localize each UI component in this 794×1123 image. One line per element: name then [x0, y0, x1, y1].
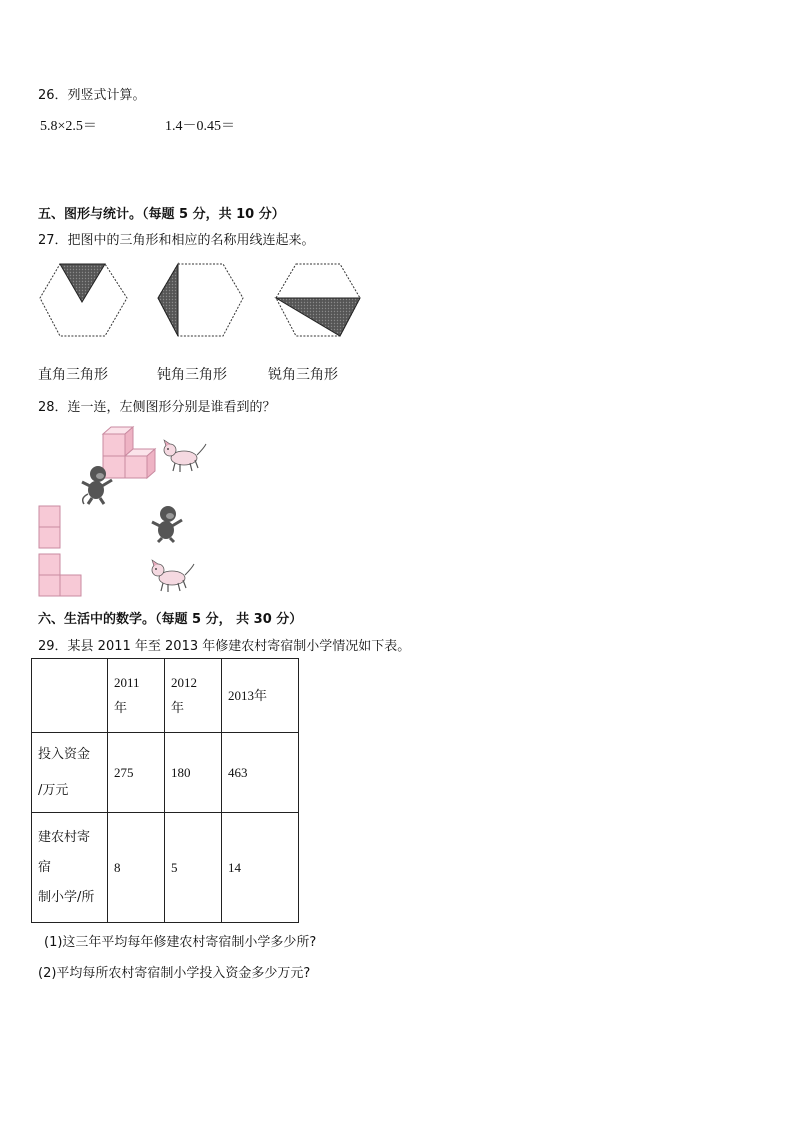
header-2011-year: 2011 [114, 674, 140, 690]
cell-funding-2011: 275 [108, 733, 165, 813]
q29-subquestion-1: (1)这三年平均每年修建农村寄宿制小学多少所? [44, 935, 317, 950]
row-schools-label-line3: 制小学/所 [38, 889, 95, 905]
cell-schools-2013: 14 [222, 813, 299, 923]
row-funding-label-line1: 投入资金 [38, 746, 91, 762]
q26-expression-1: 5.8×2.5＝ [40, 119, 97, 134]
table-row-funding [32, 733, 299, 813]
row-funding-label-line2: /万元 [38, 782, 69, 798]
q27-hexagon-figures [30, 256, 370, 346]
cube-stack-icon [103, 427, 155, 478]
cell-funding-2012: 180 [165, 733, 222, 813]
dog-icon-2 [152, 560, 194, 592]
q29-subquestion-2: (2)平均每所农村寄宿制小学投入资金多少万元? [38, 966, 311, 981]
header-2013: 2013年 [222, 659, 299, 733]
hexagon-obtuse-triangle-icon [158, 264, 243, 336]
table-row-schools [32, 813, 299, 923]
cell-funding-2013: 463 [222, 733, 299, 813]
label-obtuse-triangle: 钝角三角形 [157, 367, 227, 383]
q28-title: 28．连一连，左侧图形分别是谁看到的？ [38, 400, 276, 415]
cell-schools-2012: 5 [165, 813, 222, 923]
section-6-heading: 六、生活中的数学。（每题 5 分， 共 30 分） [38, 612, 303, 627]
cell-schools-2011: 8 [108, 813, 165, 923]
header-2012-unit: 年 [171, 700, 185, 716]
header-2011 [108, 659, 165, 733]
q27-title: 27．把图中的三角形和相应的名称用线连起来。 [38, 233, 315, 248]
q26-title: 26．列竖式计算。 [38, 88, 146, 103]
label-acute-triangle: 锐角三角形 [268, 367, 338, 383]
row-funding-label [32, 733, 108, 813]
dog-icon [164, 440, 206, 472]
row-schools-label [32, 813, 108, 923]
hexagon-right-triangle-icon [40, 264, 127, 336]
table-corner-cell [32, 659, 108, 733]
header-2012 [165, 659, 222, 733]
q29-title: 29．某县 2011 年至 2013 年修建农村寄宿制小学情况如下表。 [38, 639, 411, 654]
q28-figures [30, 420, 230, 600]
label-right-triangle: 直角三角形 [38, 367, 108, 383]
header-2012-year: 2012 [171, 674, 197, 690]
table-header-row [32, 659, 299, 733]
l-shape-squares-icon [39, 554, 81, 596]
q26-expression-2: 1.4－0.45＝ [165, 119, 235, 134]
hexagon-acute-triangle-icon [276, 264, 360, 336]
row-schools-label-line1: 建农村寄 [38, 829, 91, 845]
row-schools-label-line2: 宿 [38, 859, 52, 875]
q29-data-table [31, 658, 299, 923]
header-2011-unit: 年 [114, 700, 128, 716]
monkey-icon-2 [152, 506, 182, 542]
section-5-heading: 五、图形与统计。（每题 5 分，共 10 分） [38, 207, 285, 222]
two-square-column-icon [39, 506, 60, 548]
